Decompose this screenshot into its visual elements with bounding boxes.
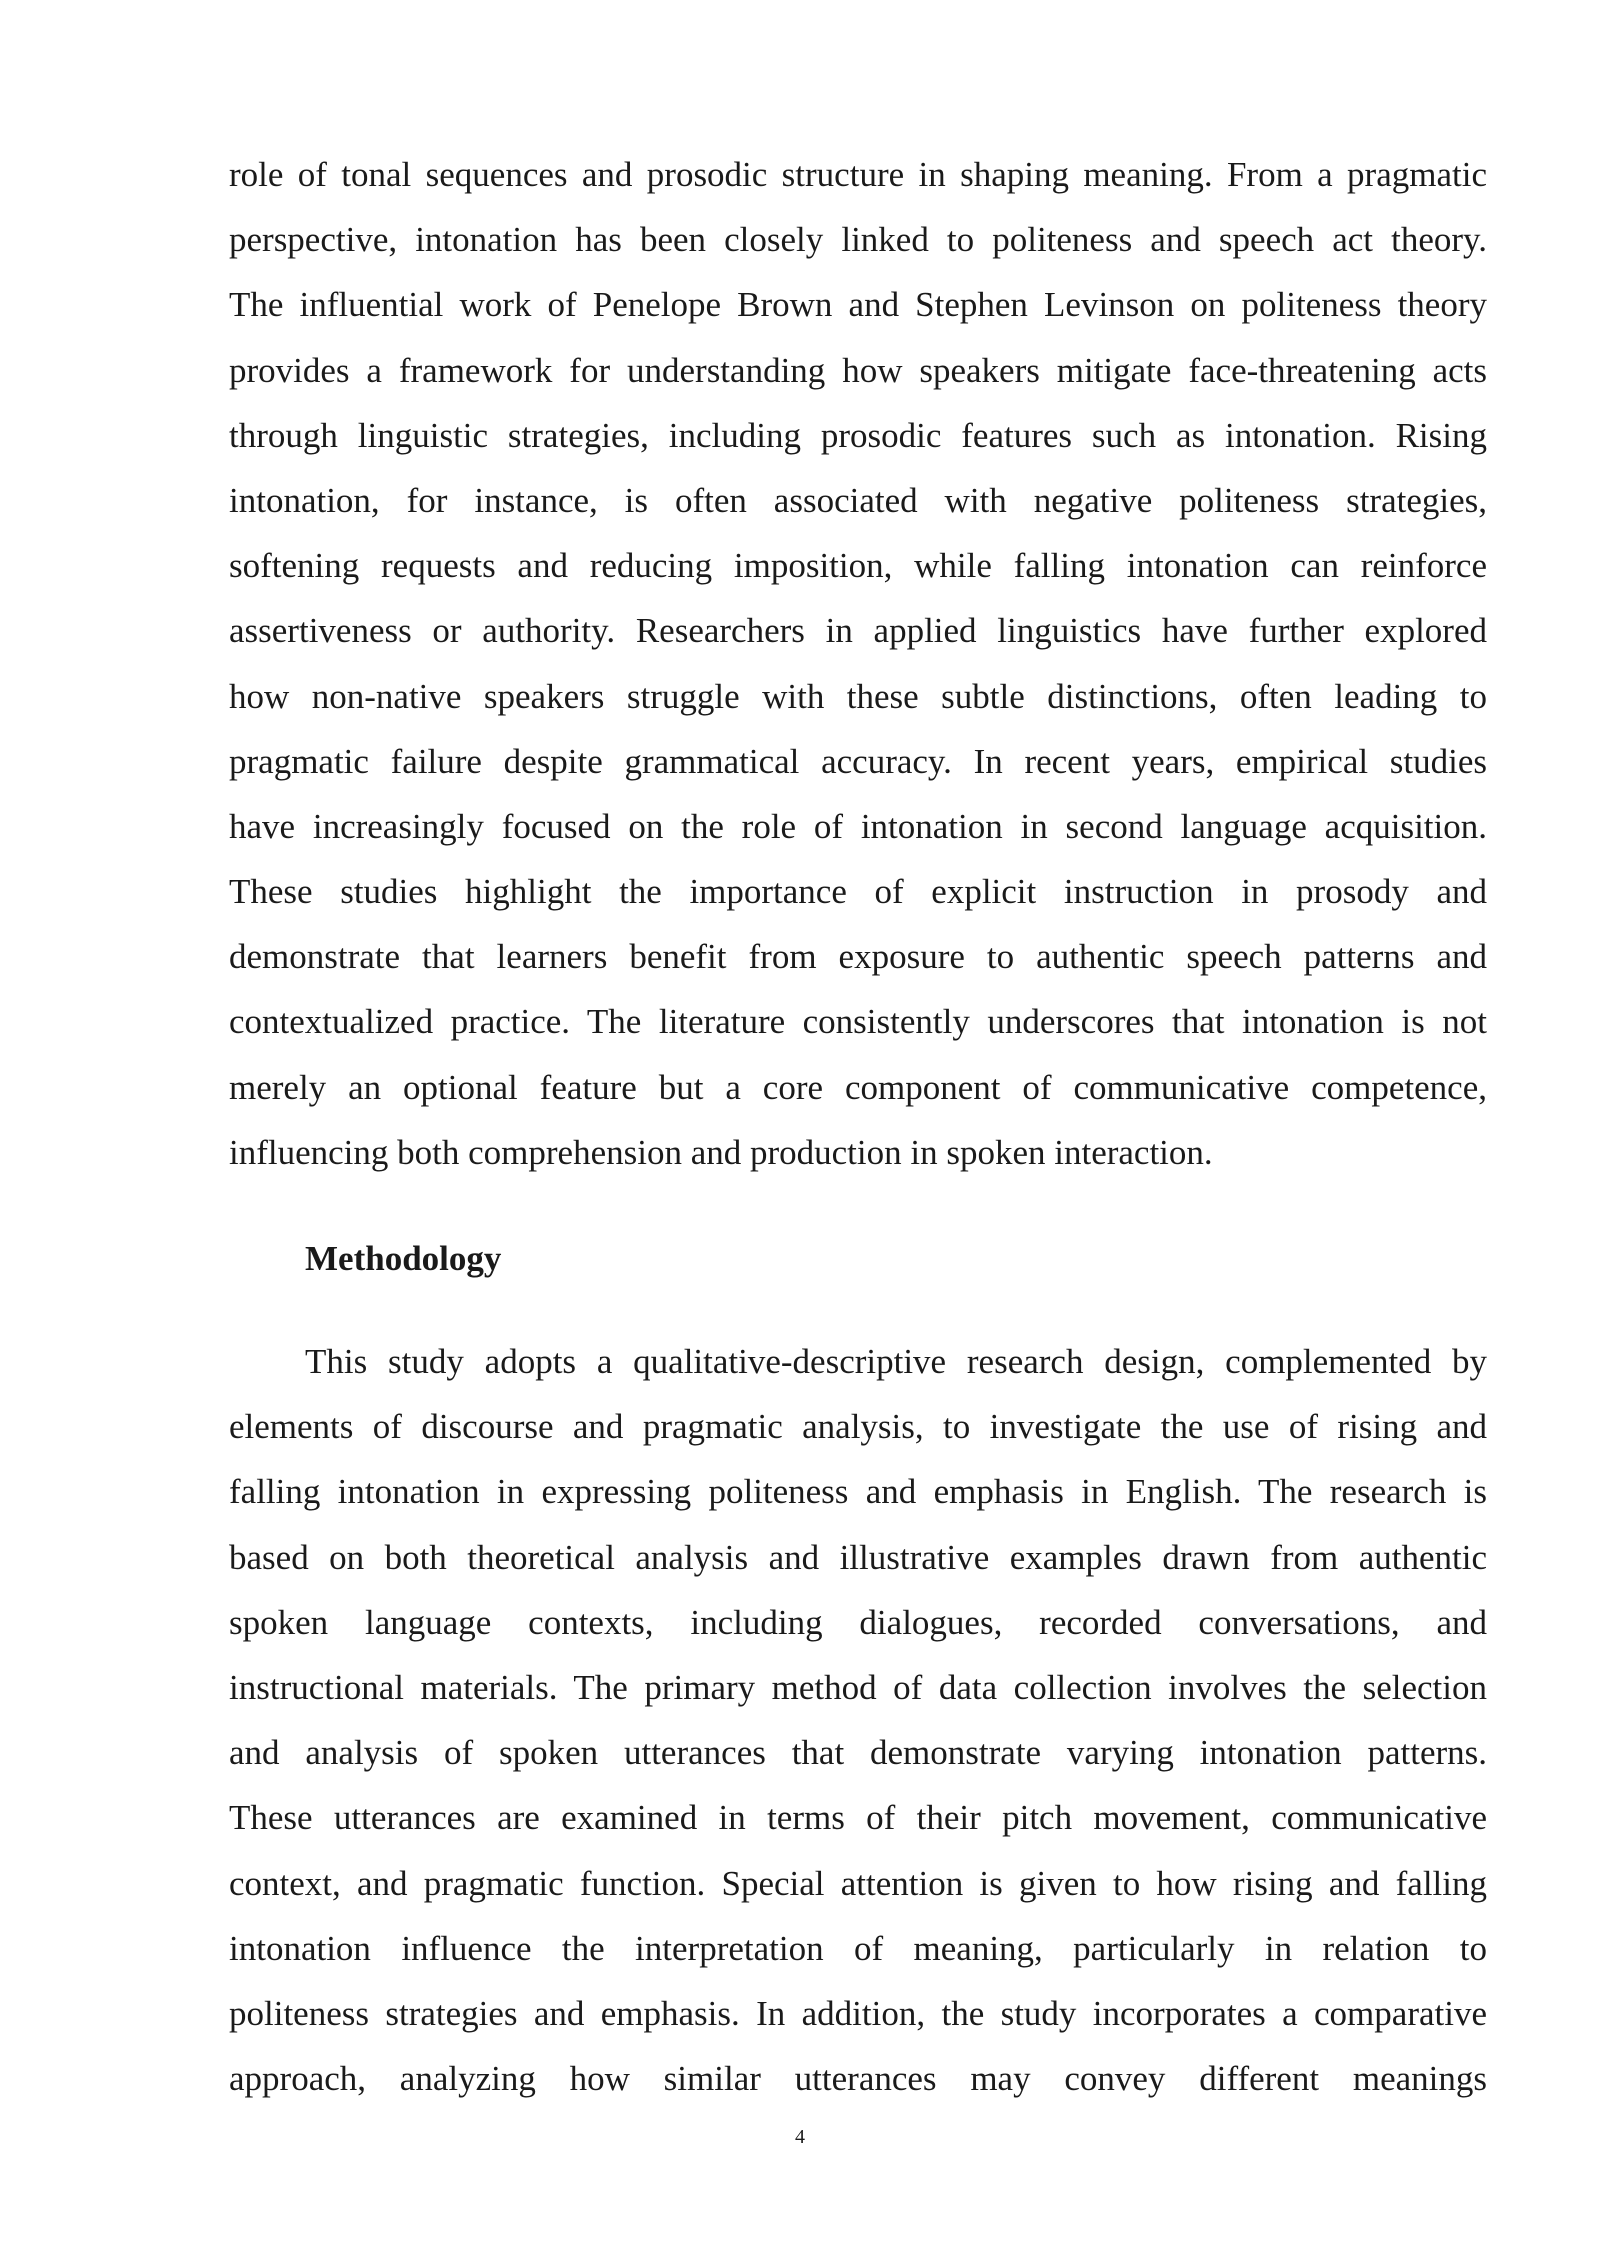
page-number: 4 [795,2126,805,2148]
paragraph-line: approach, analyzing how similar utterances may convey different meanings [229,2059,1487,2099]
paragraph-line: falling intonation in expressing politeness and emphasis in English. The research is [229,1472,1487,1512]
paragraph-line: through linguistic strategies, including prosodic features such as intonation. Rising [229,415,1487,455]
paragraph-line: The influential work of Penelope Brown and Stephen Levinson on politeness theory [229,285,1487,325]
paragraph-line: have increasingly focused on the role of intonation in second language acquisition. [229,806,1487,846]
paragraph-line: spoken language contexts, including dialogues, recorded conversations, and [229,1602,1487,1642]
paragraph-line: These utterances are examined in terms of their pitch movement, communicative [229,1798,1487,1838]
paragraph-line: role of tonal sequences and prosodic structure in shaping meaning. From a pragmatic [229,155,1487,194]
body-paragraph-continued [229,142,1487,1185]
paragraph-line: softening requests and reducing imposition, while falling intonation can reinforce [229,546,1487,586]
paragraph-line: intonation influence the interpretation of meaning, particularly in relation to [229,1928,1487,1968]
paragraph-line: merely an optional feature but a core component of communicative competence, [229,1067,1487,1107]
paragraph-line: These studies highlight the importance of explicit instruction in prosody and [229,872,1487,912]
paragraph-line: assertiveness or authority. Researchers in applied linguistics have further explored [229,611,1487,651]
paragraph-line: influencing both comprehension and production in spoken interaction. [229,1132,1213,1172]
methodology-paragraph [229,1329,1487,2111]
paragraph-line: elements of discourse and pragmatic analysis, to investigate the use of rising and [229,1407,1487,1447]
paragraph-line: perspective, intonation has been closely linked to politeness and speech act theory. [229,220,1487,260]
paragraph-line: how non-native speakers struggle with these subtle distinctions, often leading to [229,676,1487,716]
paragraph-line: intonation, for instance, is often associated with negative politeness strategies, [229,480,1487,520]
paragraph-line: instructional materials. The primary method of data collection involves the selection [229,1667,1487,1707]
paragraph-line: pragmatic failure despite grammatical accuracy. In recent years, empirical studies [229,741,1487,781]
section-heading: Methodology [305,1239,502,1278]
paragraph-line: politeness strategies and emphasis. In addition, the study incorporates a comparative [229,1993,1487,2033]
paragraph-line: provides a framework for understanding how speakers mitigate face-threatening acts [229,350,1487,390]
paragraph-line: and analysis of spoken utterances that demonstrate varying intonation patterns. [229,1733,1487,1773]
paragraph-line: context, and pragmatic function. Special attention is given to how rising and falling [229,1863,1487,1903]
paragraph-line: based on both theoretical analysis and illustrative examples drawn from authentic [229,1537,1487,1577]
paragraph-line: contextualized practice. The literature consistently underscores that intonation is not [229,1002,1487,1042]
paragraph-line: This study adopts a qualitative-descriptive research design, complemented by [305,1342,1487,1381]
paragraph-line: demonstrate that learners benefit from exposure to authentic speech patterns and [229,937,1487,977]
